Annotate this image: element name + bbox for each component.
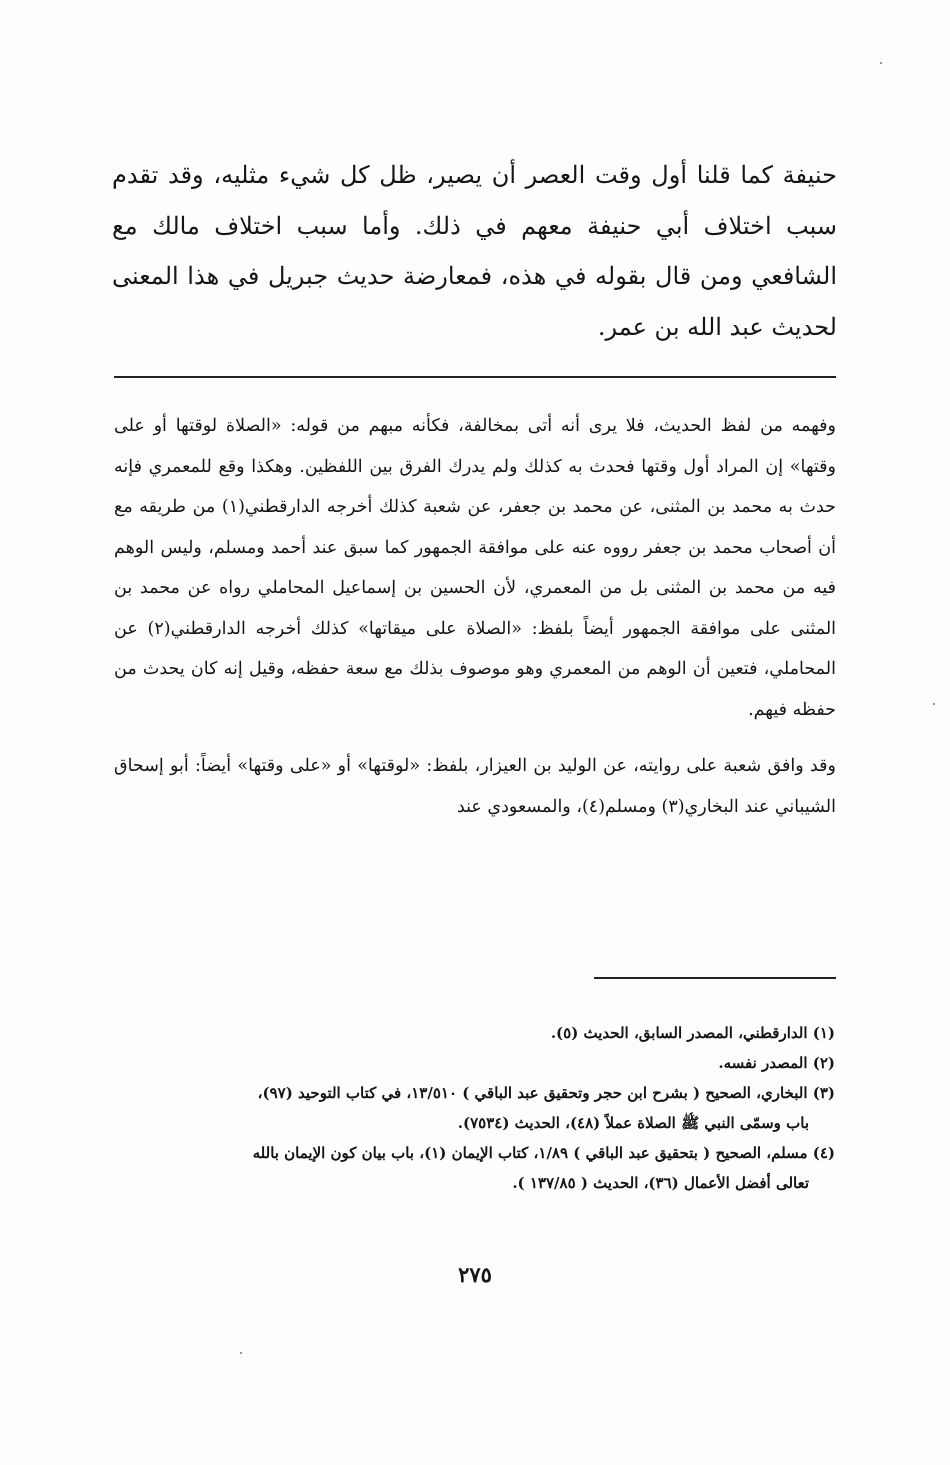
footnote-2: (٢) المصدر نفسه. xyxy=(718,1054,835,1072)
footnote-1: (١) الدارقطني، المصدر السابق، الحديث (٥). xyxy=(550,1024,835,1042)
footnotes xyxy=(110,1018,835,1198)
main-text: حنيفة كما قلنا أول وقت العصر أن يصير، ظل كل شيء مثليه، وقد تقدم سبب اختلاف أبي حنيفة معهم في ذلك. وأما سبب اختلاف مالك مع الشافعي ومن قال بقوله في هذه، فمعارضة حديث جبريل في هذا المعنى لحديث عبد الله بن عمر. xyxy=(112,161,837,341)
speck xyxy=(240,1352,242,1354)
footnote-3-line-2: باب وسمّى النبي ﷺ الصلاة عملاً (٤٨)، الحديث (٧٥٣٤). xyxy=(457,1114,809,1132)
page-number: ٢٧٥ xyxy=(458,1262,492,1287)
speck xyxy=(880,62,882,64)
footnote-4-line-2: تعالى أفضل الأعمال (٣٦)، الحديث ( ١٣٧/٨٥ ). xyxy=(512,1174,809,1192)
commentary-paragraph-2: وقد وافق شعبة على روايته، عن الوليد بن العيزار، بلفظ: «لوقتها» أو «على وقتها» أيضاً: أبو إسحاق الشيباني عند البخاري(٣) ومسلم(٤)، والمسعودي عند xyxy=(114,756,836,817)
commentary-paragraph-1: وفهمه من لفظ الحديث، فلا يرى أنه أتى بمخالفة، فكأنه مبهم من قوله: «الصلاة لوقتها أو على وقتها» إن المراد أول وقتها فحدث به كذلك ولم يدرك الفرق بين اللفظين. وهكذا وقع للمعمري فإنه حدث به محمد بن المثنى، عن محمد بن جعفر، عن شعبة كذلك أخرجه الدارقطني(١) من طريقه مع أن أصحاب محمد بن جعفر رووه عنه على موافقة الجمهور كما سبق عند أحمد ومسلم، وليس الوهم فيه من محمد بن المثنى بل من المعمري، لأن الحسين بن إسماعيل المحاملي رواه عن محمد بن المثنى على موافقة الجمهور أيضاً بلفظ: «الصلاة على ميقاتها» كذلك أخرجه الدارقطني(٢) عن المحاملي، فتعين أن الوهم من المعمري وهو موصوف بذلك مع سعة حفظه، وقيل إنه كان يحدث من حفظه فيهم. xyxy=(114,416,837,720)
footnote-commentary xyxy=(114,406,836,827)
footnote-3-line-1: (٣) البخاري، الصحيح ( بشرح ابن حجر وتحقيق عبد الباقي ) ١٣/٥١٠، في كتاب التوحيد (٩٧)، xyxy=(257,1084,835,1102)
speck xyxy=(933,703,935,705)
footnotes-separator xyxy=(594,977,836,979)
separator-rule xyxy=(114,376,836,378)
footnote-4-line-1: (٤) مسلم، الصحيح ( بتحقيق عبد الباقي ) ١/٨٩، كتاب الإيمان (١)، باب بيان كون الإيمان بالله xyxy=(252,1144,835,1162)
